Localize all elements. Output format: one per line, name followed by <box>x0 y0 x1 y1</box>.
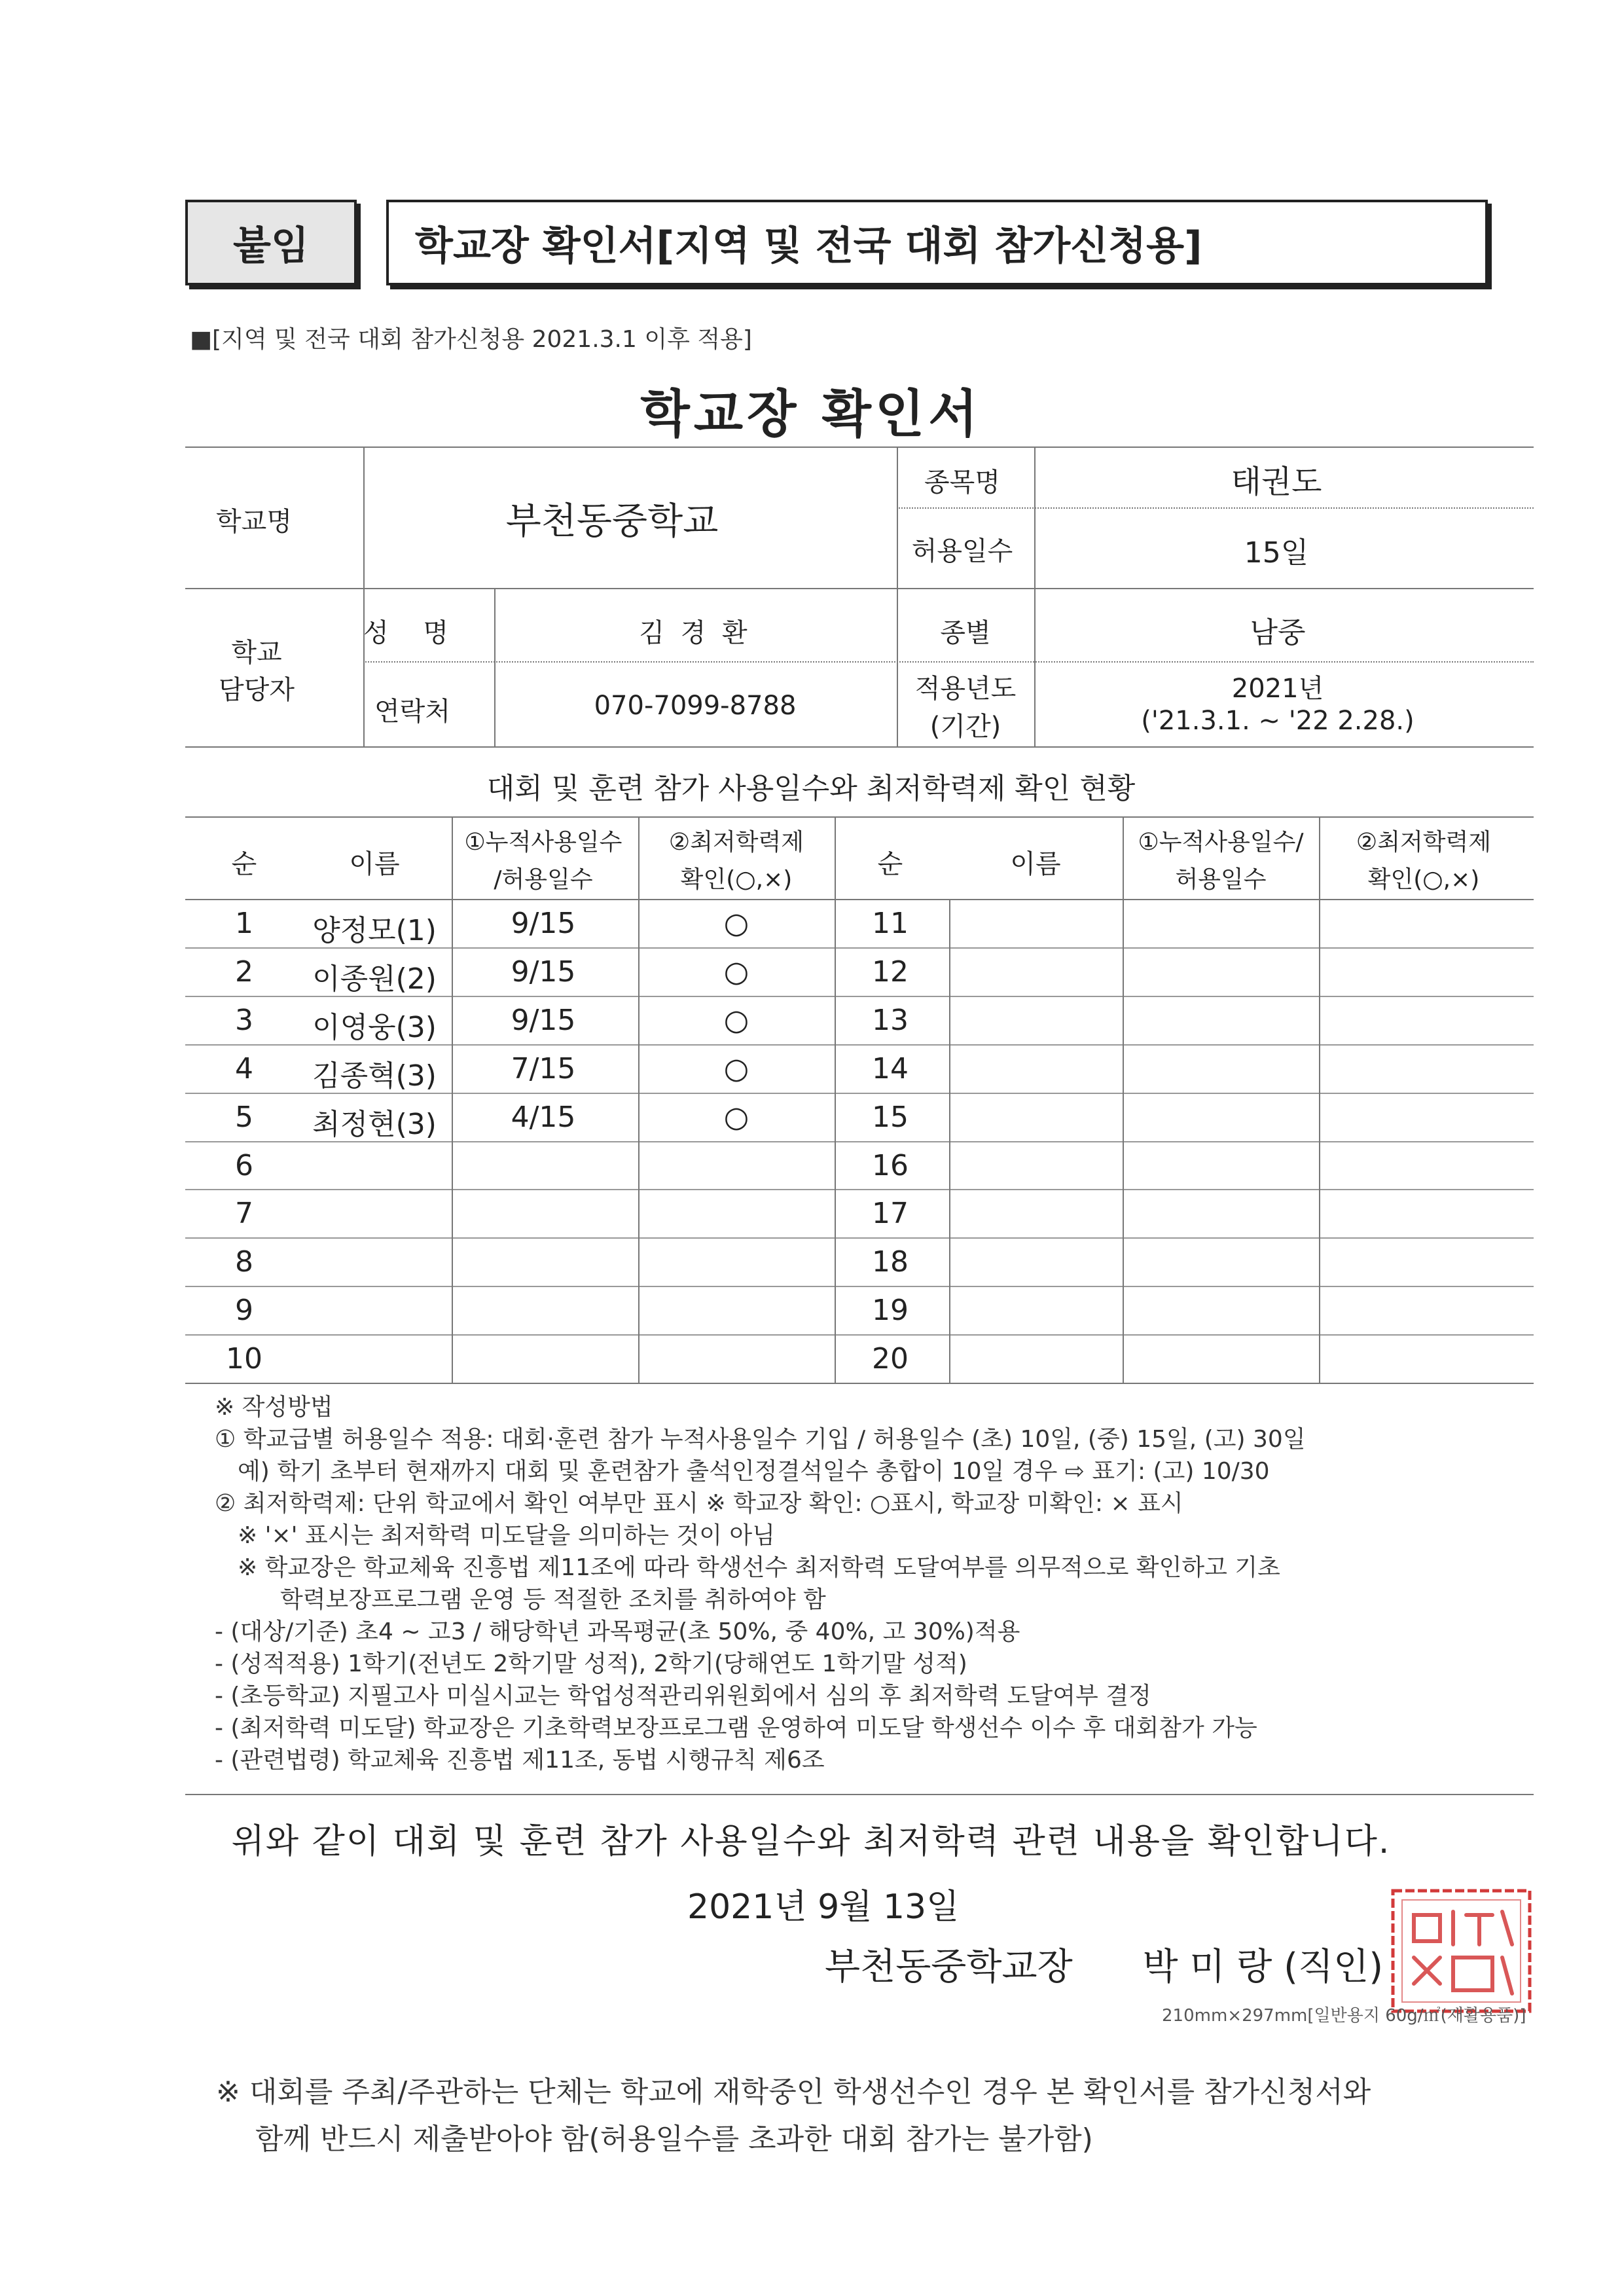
header-name: 이름 <box>349 849 400 879</box>
note-line: ※ 작성방법 <box>215 1394 333 1421</box>
row-no: 6 <box>235 1149 253 1182</box>
info-mid-line <box>185 588 1534 589</box>
row-days: 9/15 <box>511 955 576 989</box>
note-line: 예) 학기 초부터 현재까지 대회 및 훈련참가 출석인정결석일수 총합이 10일 경우 ⇨ 표기: (고) 10/30 <box>238 1458 1270 1485</box>
row-no: 7 <box>235 1197 253 1230</box>
applies-note: ■[지역 및 전국 대회 참가신청용 2021.3.1 이후 적용] <box>190 326 752 353</box>
notes-block <box>215 1391 1306 1776</box>
row-days: 9/15 <box>511 907 576 940</box>
header-days-right-2: 허용일수 <box>1175 866 1267 893</box>
row-days: 4/15 <box>511 1101 576 1134</box>
note-line: - (관련법령) 학교체육 진흥법 제11조, 동법 시행규칙 제6조 <box>215 1747 825 1774</box>
issue-date: 2021년 9월 13일 <box>687 1887 960 1927</box>
table-col-line <box>835 816 836 1383</box>
category-value: 남중 <box>1250 616 1306 649</box>
header-no-right: 순 <box>877 849 903 879</box>
year-value-1: 2021년 <box>1231 674 1324 704</box>
row-name: 최정현(3) <box>312 1108 437 1141</box>
row-no: 10 <box>226 1342 262 1376</box>
info-bottom-line <box>185 746 1534 748</box>
year-label-2: (기간) <box>929 712 1001 742</box>
row-no-right: 20 <box>872 1342 909 1376</box>
table-col-line <box>1123 816 1124 1383</box>
sport-label: 종목명 <box>924 467 1000 498</box>
note-line: - (대상/기준) 초4 ~ 고3 / 해당학년 과목평균(초 50%, 중 40%, 고 30%)적용 <box>215 1618 1020 1645</box>
header-title-box <box>386 200 1488 285</box>
sport-value: 태권도 <box>1231 464 1322 500</box>
year-value-2: ('21.3.1. ~ '22 2.28.) <box>1141 706 1415 736</box>
paper-spec: 210mm×297mm[일반용지 60g/㎡(재활용품)] <box>1162 2006 1526 2026</box>
attachment-tag-label: 붙임 <box>233 223 309 269</box>
row-no-right: 18 <box>872 1245 909 1279</box>
info-top-line <box>185 446 1534 448</box>
contact-label: 연락처 <box>374 697 450 727</box>
header-days-right-1: ①누적사용일수/ <box>1138 829 1304 856</box>
table-bottom-line <box>185 1383 1534 1384</box>
note-line: ※ '×' 표시는 최저학력 미도달을 의미하는 것이 아님 <box>238 1522 775 1549</box>
table-col-line <box>452 816 453 1383</box>
name-label: 성 명 <box>363 618 461 648</box>
official-seal-icon <box>1388 1886 1535 2016</box>
row-no-right: 11 <box>872 907 909 940</box>
document-title: 학교장 확인서 <box>640 385 982 444</box>
header-days-1: ①누적사용일수 <box>464 829 622 856</box>
row-name: 이영웅(3) <box>312 1011 437 1044</box>
table-col-line <box>949 899 950 1383</box>
note-line: ※ 학교장은 학교체육 진흥법 제11조에 따라 학생선수 최저학력 도달여부를 의무적으로 확인하고 기초 <box>238 1554 1280 1581</box>
contact-value: 070-7099-8788 <box>594 691 797 721</box>
row-no: 5 <box>235 1101 253 1134</box>
note-line: 학력보장프로그램 운영 등 적절한 조치를 취하여야 함 <box>280 1586 826 1613</box>
row-days: 7/15 <box>511 1052 576 1085</box>
header-days-2: /허용일수 <box>494 866 593 893</box>
header-check-1: ②최저학력제 <box>668 829 804 856</box>
allowed-days-label: 허용일수 <box>911 536 1013 566</box>
row-check: ○ <box>723 907 749 940</box>
header-no: 순 <box>231 849 257 879</box>
notes-bottom-line <box>185 1794 1534 1795</box>
note-line: - (최저학력 미도달) 학교장은 기초학력보장프로그램 운영하여 미도달 학생선수 이수 후 대회참가 가능 <box>215 1715 1257 1741</box>
info-col-line <box>897 446 898 746</box>
row-no: 8 <box>235 1245 253 1279</box>
row-no-right: 19 <box>872 1294 909 1327</box>
confirmation-text: 위와 같이 대회 및 훈련 참가 사용일수와 최저학력 관련 내용을 확인합니다. <box>231 1822 1391 1861</box>
name-value: 김 경 환 <box>639 618 751 648</box>
row-no: 2 <box>235 955 253 989</box>
footer-line: 함께 반드시 제출받아야 함(허용일수를 초과한 대회 참가는 불가함) <box>255 2123 1093 2156</box>
row-check: ○ <box>723 1101 749 1134</box>
info-divider <box>897 507 1534 509</box>
row-no: 3 <box>235 1004 253 1037</box>
row-no-right: 14 <box>872 1052 909 1085</box>
footer-notice <box>216 2069 1371 2163</box>
note-line: - (성적적용) 1학기(전년도 2학기말 성적), 2학기(당해연도 1학기말 성적) <box>215 1650 967 1677</box>
header-check-right-1: ②최저학력제 <box>1356 829 1492 856</box>
row-name: 양정모(1) <box>312 914 437 947</box>
table-col-line <box>638 816 640 1383</box>
row-no: 1 <box>235 907 253 940</box>
principal-signature: 부천동중학교장 박 미 랑 (직인) <box>825 1946 1384 1988</box>
row-check: ○ <box>723 955 749 989</box>
year-label-1: 적용년도 <box>914 674 1017 704</box>
row-no-right: 13 <box>872 1004 909 1037</box>
table-row-line <box>185 1237 1534 1239</box>
row-no-right: 16 <box>872 1149 909 1182</box>
row-no: 4 <box>235 1052 253 1085</box>
row-no: 9 <box>235 1294 253 1327</box>
allowed-days-value: 15일 <box>1244 536 1309 570</box>
note-line: ② 최저학력제: 단위 학교에서 확인 여부만 표시 ※ 학교장 확인: ○표시, 학교장 미확인: × 표시 <box>215 1490 1183 1517</box>
table-row-line <box>185 1334 1534 1336</box>
header-name-right: 이름 <box>1010 849 1061 879</box>
info-divider <box>363 661 1534 663</box>
attachment-tag <box>185 200 357 285</box>
table-header-line <box>185 899 1534 900</box>
table-top-line <box>185 816 1534 818</box>
note-line: - (초등학교) 지필고사 미실시교는 학업성적관리위원회에서 심의 후 최저학력 도달여부 결정 <box>215 1683 1151 1709</box>
note-line: ① 학교급별 허용일수 적용: 대회·훈련 참가 누적사용일수 기입 / 허용일수 (초) 10일, (중) 15일, (고) 30일 <box>215 1426 1306 1453</box>
info-col-line <box>1034 446 1036 746</box>
manager-label-2: 담당자 <box>219 675 295 705</box>
row-no-right: 12 <box>872 955 909 989</box>
row-no-right: 17 <box>872 1197 909 1230</box>
header-title: 학교장 확인서[지역 및 전국 대회 참가신청용] <box>415 223 1202 269</box>
table-section-title: 대회 및 훈련 참가 사용일수와 최저학력제 확인 현황 <box>486 772 1136 805</box>
row-name: 김종혁(3) <box>312 1059 437 1093</box>
category-label: 종별 <box>940 618 991 648</box>
school-value: 부천동중학교 <box>505 500 719 543</box>
table-col-line <box>1319 816 1320 1383</box>
row-no-right: 15 <box>872 1101 909 1134</box>
row-check: ○ <box>723 1052 749 1085</box>
info-col-line <box>363 446 365 746</box>
row-days: 9/15 <box>511 1004 576 1037</box>
school-label: 학교명 <box>216 507 292 537</box>
footer-line: ※ 대회를 주최/주관하는 단체는 학교에 재학중인 학생선수인 경우 본 확인서를 참가신청서와 <box>216 2075 1371 2109</box>
table-row-line <box>185 1189 1534 1190</box>
row-check: ○ <box>723 1004 749 1037</box>
header-check-right-2: 확인(○,×) <box>1367 866 1480 893</box>
manager-label-1: 학교 <box>231 638 282 668</box>
info-col-line <box>494 588 496 746</box>
header-check-2: 확인(○,×) <box>680 866 793 893</box>
table-row-line <box>185 1286 1534 1287</box>
row-name: 이종원(2) <box>312 962 437 996</box>
